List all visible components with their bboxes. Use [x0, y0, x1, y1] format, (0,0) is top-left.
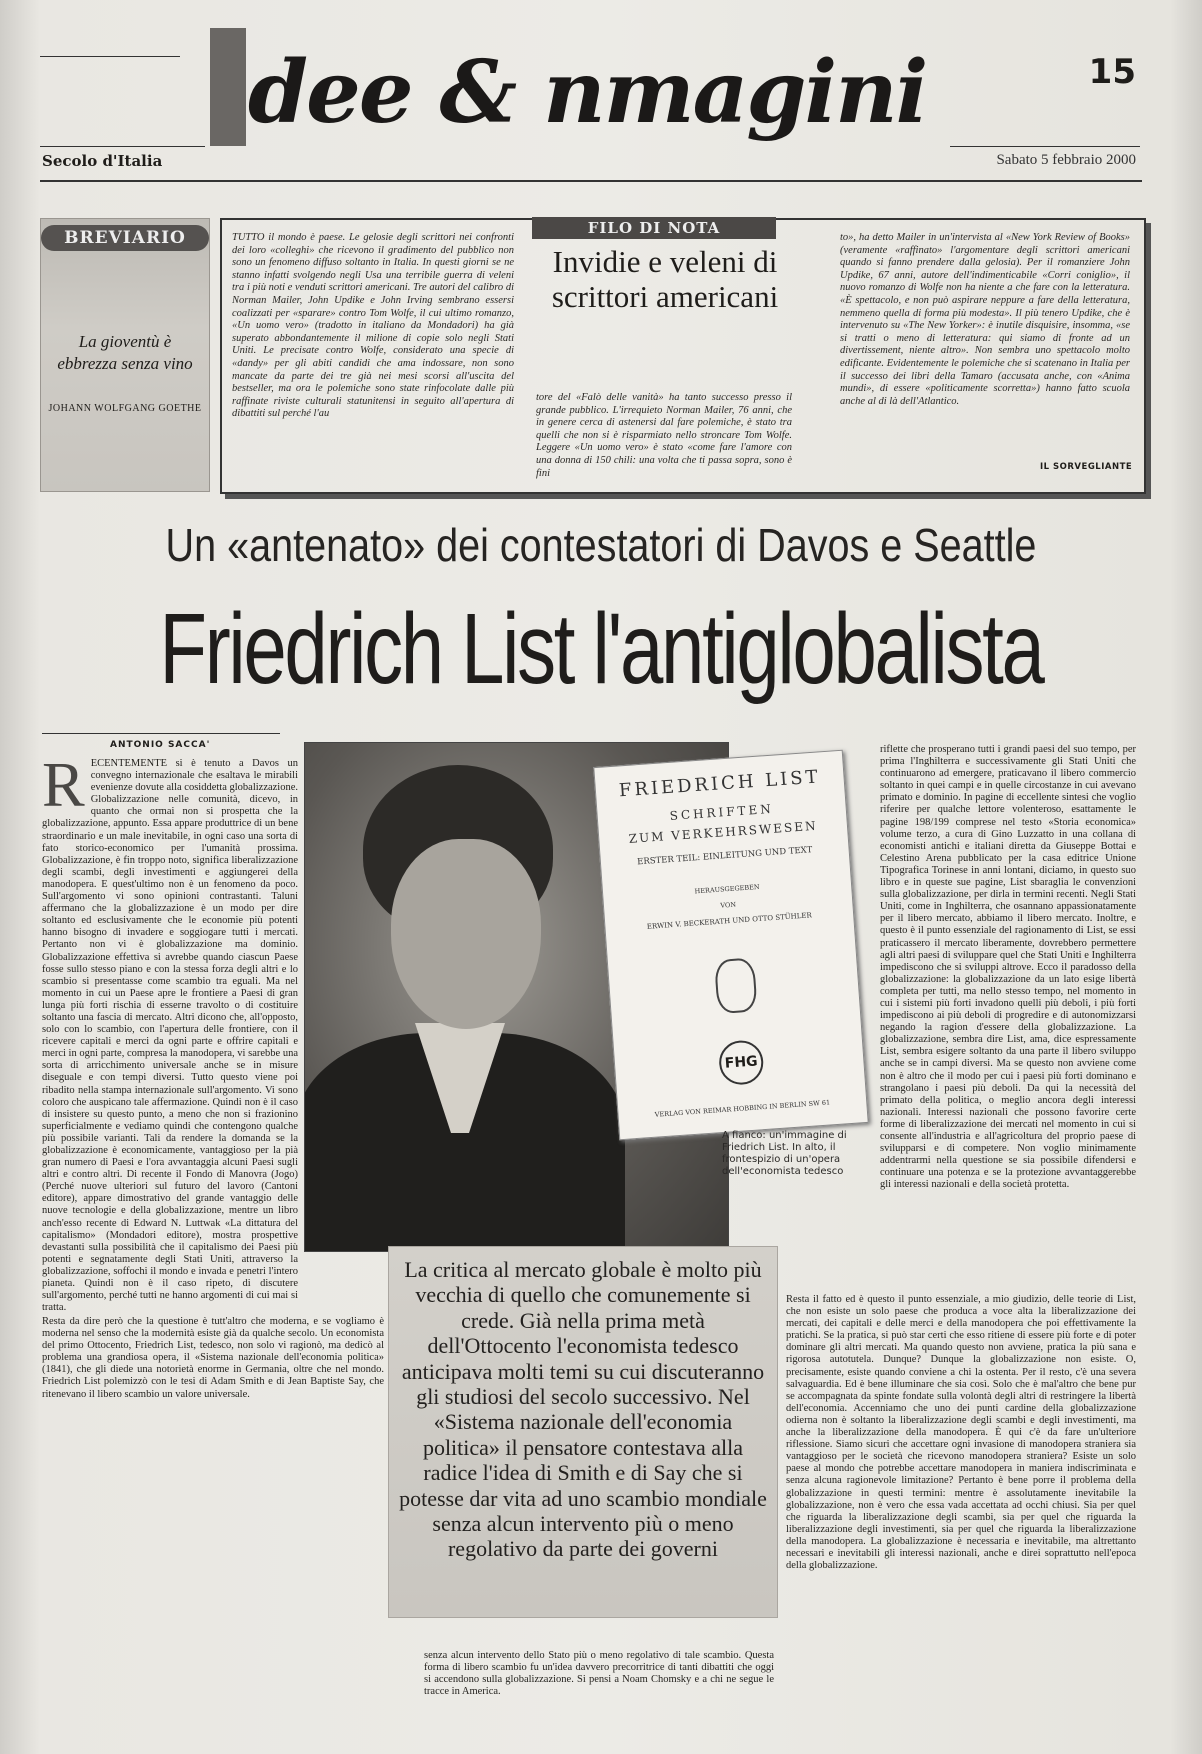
breviario-quote: La gioventù è ebbrezza senza vino [57, 332, 193, 373]
masthead-rule-lower-right [950, 146, 1140, 147]
issue-date: Sabato 5 febbraio 2000 [996, 152, 1136, 168]
article-column-1 [42, 758, 298, 1313]
book-title-line-1: SCHRIFTEN [669, 801, 775, 823]
article-column-2: senza alcun intervento dello Stato più o meno regolativo di tale scambio. Questa forma di libero scambio fu un'idea davvero precorritrice di tanti dibattiti che oggi si accendono sulla globalizzazione. Si pensi a Noam Chomsky e a chi ne segue le tracce in America. [424, 1650, 774, 1698]
publisher-logo: FHG [718, 1039, 765, 1086]
book-author: FRIEDRICH LIST [618, 766, 822, 802]
byline-rule [42, 733, 280, 734]
filo-di-nota-signature: IL SORVEGLIANTE [1040, 462, 1133, 472]
book-editors: ERWIN V. BECKERATH UND OTTO STÜHLER [646, 911, 813, 931]
article-column-3: riflette che prosperano tutti i grandi paesi del suo tempo, per prima l'Inghilterra e successivamente gli Stati Uniti che continuarono ad emergere, praticavano il libero commercio soltanto in quei campi e in quelle circostanze in cui avevano primato e dominio. In pagine di eccellente sintesi che voglio riferire per qualche lettore volenteroso, esattamente le pagine 198/199 comprese nel testo «Storia economica» volume terzo, a cura di Gino Luzzatto in una collana di economisti antichi e italiani diretta da Giuseppe Bottai e Celestino Arena pubblicato per la casa editrice Unione Tipografica Torinese in anni lontani, diciamo, in questo suo libro e in queste sue pagine, List sbaraglia le convenzioni sulla globalizzazione, per dirla in termini recenti. Negli Stati Uniti, come in Inghilterra, che osannano appassionatamente per il libero mercato, abbiamo il libero mercato. Inoltre, e questo è il punto essenziale del ragionamento di List, se essi praticassero il mercato liberamente, dovrebbero permettere agli altri paesi di sviluppare quel che Stati Uniti e Inghilterra impediscono che si sviluppi altrove. Ecco il paradosso della globalizzazione: la globalizzazione da un lato esige libertà completa per tutti, ma nello stesso tempo, nel momento in cui i sistemi più forti invadono quelli più deboli, i più forti impediscono ai più deboli di progredire e di autonomizzarsi negando la ragion d'essere della globalizzazione. La globalizzazione, sembra dire List, ama, dice espressamente List, sembra esigere soltanto da una parte il libero sviluppo anche se in campi diversi. Ma se questo non avviene come non è altro che il modo per cui i paesi più forti dominano e strangolano i paesi più deboli. Da qui la necessità del primato della politica, o meglio ancora degli interessi nazionali. Interessi nazionali che possono favorire certe forme di liberalizzazione dei mercati nel momento in cui si consente all'industria e all'agricoltura del proprio paese di svilupparsi e di competere. Non voglio minimamente addentrarmi nella questione se sia possibile difendersi e continuare una potenza e se la protezione avvantaggerebbe gli interessi nazionali e della società protetta. [880, 744, 1136, 1191]
masthead-bottom-rule [40, 180, 1142, 182]
book-title-line-2: ZUM VERKEHRSWESEN [628, 818, 818, 846]
masthead-rule-lower-left [40, 146, 205, 147]
book-publisher: VERLAG VON REIMAR HOBBING IN BERLIN SW 61 [654, 1098, 831, 1119]
article-kicker: Un «antenato» dei contestatori di Davos e Seattle [165, 519, 1037, 571]
pullquote-box [388, 1246, 778, 1618]
pullquote-text: La critica al mercato globale è molto più vecchia di quello che comunemente si crede. Già nella prima metà dell'Ottocento l'economista tedesco anticipava molti temi su cui discuteranno gli studiosi del secolo successivo. Nel «Sistema nazionale dell'economia politica» il pensatore contestava alla radice l'idea di Smith e di Say che si potesse dar vita ad uno scambio mondiale senza alcun intervento più o meno regolativo da parte dei governi [399, 1257, 767, 1562]
portrait-face [391, 839, 541, 1029]
book-frontispiece [593, 750, 868, 1141]
breviario-author: JOHANN WOLFGANG GOETHE [48, 403, 202, 414]
filo-di-nota-column-2: tore del «Falò delle vanità» ha tanto successo presso il grande pubblico. L'irrequieto Norman Mailer, 76 anni, che in genere cerca di astenersi dal fare polemiche, è stato tra quelli che non si è risparmiato nello stroncare Tom Wolfe. Leggere «Un uomo vero» è stato «come fare l'amore con una donna di 150 chili: una volta che ti passa sopra, sono è fini [536, 392, 792, 479]
initial-i-block [210, 28, 246, 146]
book-editors-label: HERAUSGEGEBEN [694, 882, 760, 896]
filo-di-nota-column-3: to», ha detto Mailer in un'intervista al «New York Review of Books» (veramente «raffinato» l'argomentare degli scrittori americani quando si fanno prendere dalla gelosia). Per il romanziere John Updike, 67 anni, autore dell'indimenticabile «Corri coniglio», il nuovo romanzo di Wolfe non ha niente a che fare con la letteratura. «È spettacolo, e non può aspirare neppure a fare della letteratura, nemmeno quella di forma più modesta». Il più tenero Updike, che è intervenuto su «The New Yorker»: è inutile disquisire, insomma, «se si tratti o meno di letteratura: qui siamo di fronte ad un divertissement, niente altro». Non sembra uno spettacolo molto edificante. Evidentemente le polemiche che si scatenano in Italia per il successo dei libri della Tamaro (accusata anche, con «Anima mundi», di essere «politicamente scorretta») hanno fatto scuola anche al di là dell'Atlantico. [840, 232, 1130, 407]
article-column-1-text: ECENTEMENTE si è tenuto a Davos un convegno internazionale che esaltava le mirabili evenienze dovute alla cosiddetta globalizzazione. Globalizzazione nelle comunità, dicevo, in quanto che ormai non si prospetta che la globalizzazione, appunto. Essa appare produttrice di un bene straordinario e un male inevitabile, in ogni caso una sorta di fato storico-economico per l'umanità prossima. Globalizzazione, è fin troppo noto, significa liberalizzazione degli scambi, degli investimenti e aggiungerei della manodopera. E quest'ultimo non è un fenomeno da poco. Sull'argomento vi sono opinioni contrastanti. Taluni affermano che la globalizzazione è un modo per dire soltanto ed esclusivamente che le economie più potenti hanno bisogno di invadere e soggiogare tutti i mercati. Pertanto non vi è globalizzazione ma dominio. Globalizzazione effettiva si avrebbe quando ciascun Paese fosse sullo stesso piano e con la stessa forza degli altri e lo scambio si presentasse come scambio tra eguali. Ma nel momento in cui un Paese apre le frontiere a Paesi di gran lunga più forti rischia di esserne travolto o di costituire soltanto una fascia di mercato. Altri dicono che, all'opposto, solo con lo scambio, con l'apertura delle frontiere, con il ricevere capitali e merci da ogni parte e offrire capitali e merci in ogni parte, compresa la manodopera, vi sarebbe una sorta di arricchimento universale anche se in misure diseguale e con tempi diversi. Tutto questo viene poi ribadito nella stampa internazionale sull'argomento. Vi sono coloro che auspicano tale affermazione. Quindi non è il caso di insistere su questo punto, a meno che non si frazionino superficialmente e vediamo quindi che contengono qualche più possibile varianti. Tali da rendere la domanda se la globalizzazione è economicamente, vantaggioso per la pià gran numero di Paesi e l'ora avvantaggia alcuni Paesi sugli altri e contro altri. Di recente il Fondo di Manovra (Jogo) (Perché nuove ulteriori sul futuro del lavoro (Cantoni editore), appare dimostrativo del grande vantaggio delle nuove tecnologie e della globalizzazione, mentre un libro anch'esso recente di Edward N. Luttwak «La dittatura del capitalismo» (Mondadori editore), mostra prospettive devastanti sulla possibilità che il capitalismo dei Paesi più potenti e segnatamente degli Stati Uniti, attraverso la globalizzazione, soffochi il mondo e invada e penetri l'intero pianeta. Quindi non è il caso ripeto, di discutere sull'argomento, perché tutti ne hanno argomenti di cui mai si tratta. [42, 758, 298, 1313]
book-part: ERSTER TEIL: EINLEITUNG UND TEXT [636, 845, 813, 868]
masthead-rule-left [40, 56, 180, 57]
paper-name: Secolo d'Italia [42, 152, 163, 170]
article-column-1-lower: Resta da dire però che la questione è tutt'altro che moderna, e se vogliamo è moderna nel senso che la modernità esiste già da qualche secolo. Un economista del primo Ottocento, Friedrich List, tedesco, non solo vi ragionò, ma dedicò al problema una grandiosa opera, il «Sistema nazionale dell'economia politica» (1841), che gli diede una notorietà enorme in Germania, oltre che nel mondo. Friedrich List polemizzò con le tesi di Adam Smith e di Jean Baptiste Say, che ritenevano il libero scambio un valore universale. [42, 1316, 384, 1400]
filo-di-nota-title: Invidie e veleni di scrittori americani [551, 244, 779, 314]
section-title: dee & nmagini [210, 28, 926, 146]
breviario-label: BREVIARIO [41, 225, 209, 251]
book-von: VON [720, 900, 737, 910]
book-emblem-icon [714, 957, 758, 1014]
photo-caption: A fianco: un'immagine di Friedrich List. In alto, il frontespizio di un'opera dell'economista tedesco [722, 1130, 847, 1177]
article-headline: Friedrich List l'antiglobalista [159, 593, 1043, 705]
breviario-box [40, 218, 210, 492]
article-byline: ANTONIO SACCA' [110, 740, 211, 750]
article-column-3-lower: Resta il fatto ed è questo il punto essenziale, a mio giudizio, delle teorie di List, che non esiste un solo paese che produca a voce alta la liberalizzazione dei mercati, dei capitali e delle merci e della manodopera che poi effettivamente la pratichi. Se la pratica, si può star certi che esso ritiene di essere più forte e di poter dominare gli altri mercati. Ma quando questo non avviene, pratica la più sana e rigorosa autotutela. Dunque? Dunque la globalizzazione non esiste. O, precisamente, esiste quando conviene a chi la ostenta. Per il resto, c'è una severa salvaguardia. Ed è bene illuminare che sia così. Solo che è mal'altro che bene pur se accompagnata da spinte fondate sulla volontà degli altri di restringere la libertà dell'economia. Accenniamo che uno dei punti cardine della globalizzazione odierna non è soltanto la liberalizzazione degli scambi e degli investimenti, ma anche la liberalizzazione della manodopera. È qui c'è da fare un'ulteriore riflessione. Siamo sicuri che accettare ogni invasione di manodopera straniera sia vantaggioso per le società che ricevono manodopera straniera? Esiste un solo paese al mondo che potrebbe accettare manodopera in maniera indiscriminata e senza alcuna ragionevole limitazione? Pertanto è bene porre il problema della globalizzazione in questi termini: mentre è assolutamente inevitabile la globalizzazione, non è vero che essa vada accettata ad occhi chiusi. Sia per quel che riguarda la liberalizzazione degli scambi, sia per quel che riguarda la liberalizzazione degli investimenti, sia per quel che riguarda la liberalizzazione della manodopera. La globalizzazione è necessaria e inevitabile, ma altrettanto necessari e inevitabili gli interessi nazionali, anche e direi soprattutto nell'epoca della globalizzazione. [786, 1294, 1136, 1572]
filo-di-nota-label: FILO DI NOTA [532, 217, 776, 239]
dropcap: R [42, 758, 85, 820]
page-number: 15 [1088, 52, 1136, 92]
filo-di-nota-column-1: TUTTO il mondo è paese. Le gelosie degli scrittori nei confronti dei loro «colleghi» che ricevono il gradimento del pubblico non sono un fenomeno diffuso soltanto in Italia. In questi giorni se ne stanno infatti svolgendo negli Usa una terribile guerra di veleni tra i più noti e venduti scrittori americani. Tre autori del calibro di Norman Mailer, John Updike e John Irving sembrano essersi coalizzati per «sparare» contro Tom Wolfe, il cui ultimo romanzo, «Un uomo vero» (tradotto in italiano da Mondadori) ha già superato abbondantemente il milione di copie solo negli Stati Uniti. Le precisate contro Wolfe, considerato una specie di «dandy» per gli abiti candidi che ama indossare, non sono mancate da parte dei tre già nei mesi scorsi all'uscita del bestseller, ma ora le polemiche sono state rinfocolate dalle più raffinate riviste culturali statunitensi in seguito all'apertura di dibattiti sul perché l'au [232, 232, 514, 420]
